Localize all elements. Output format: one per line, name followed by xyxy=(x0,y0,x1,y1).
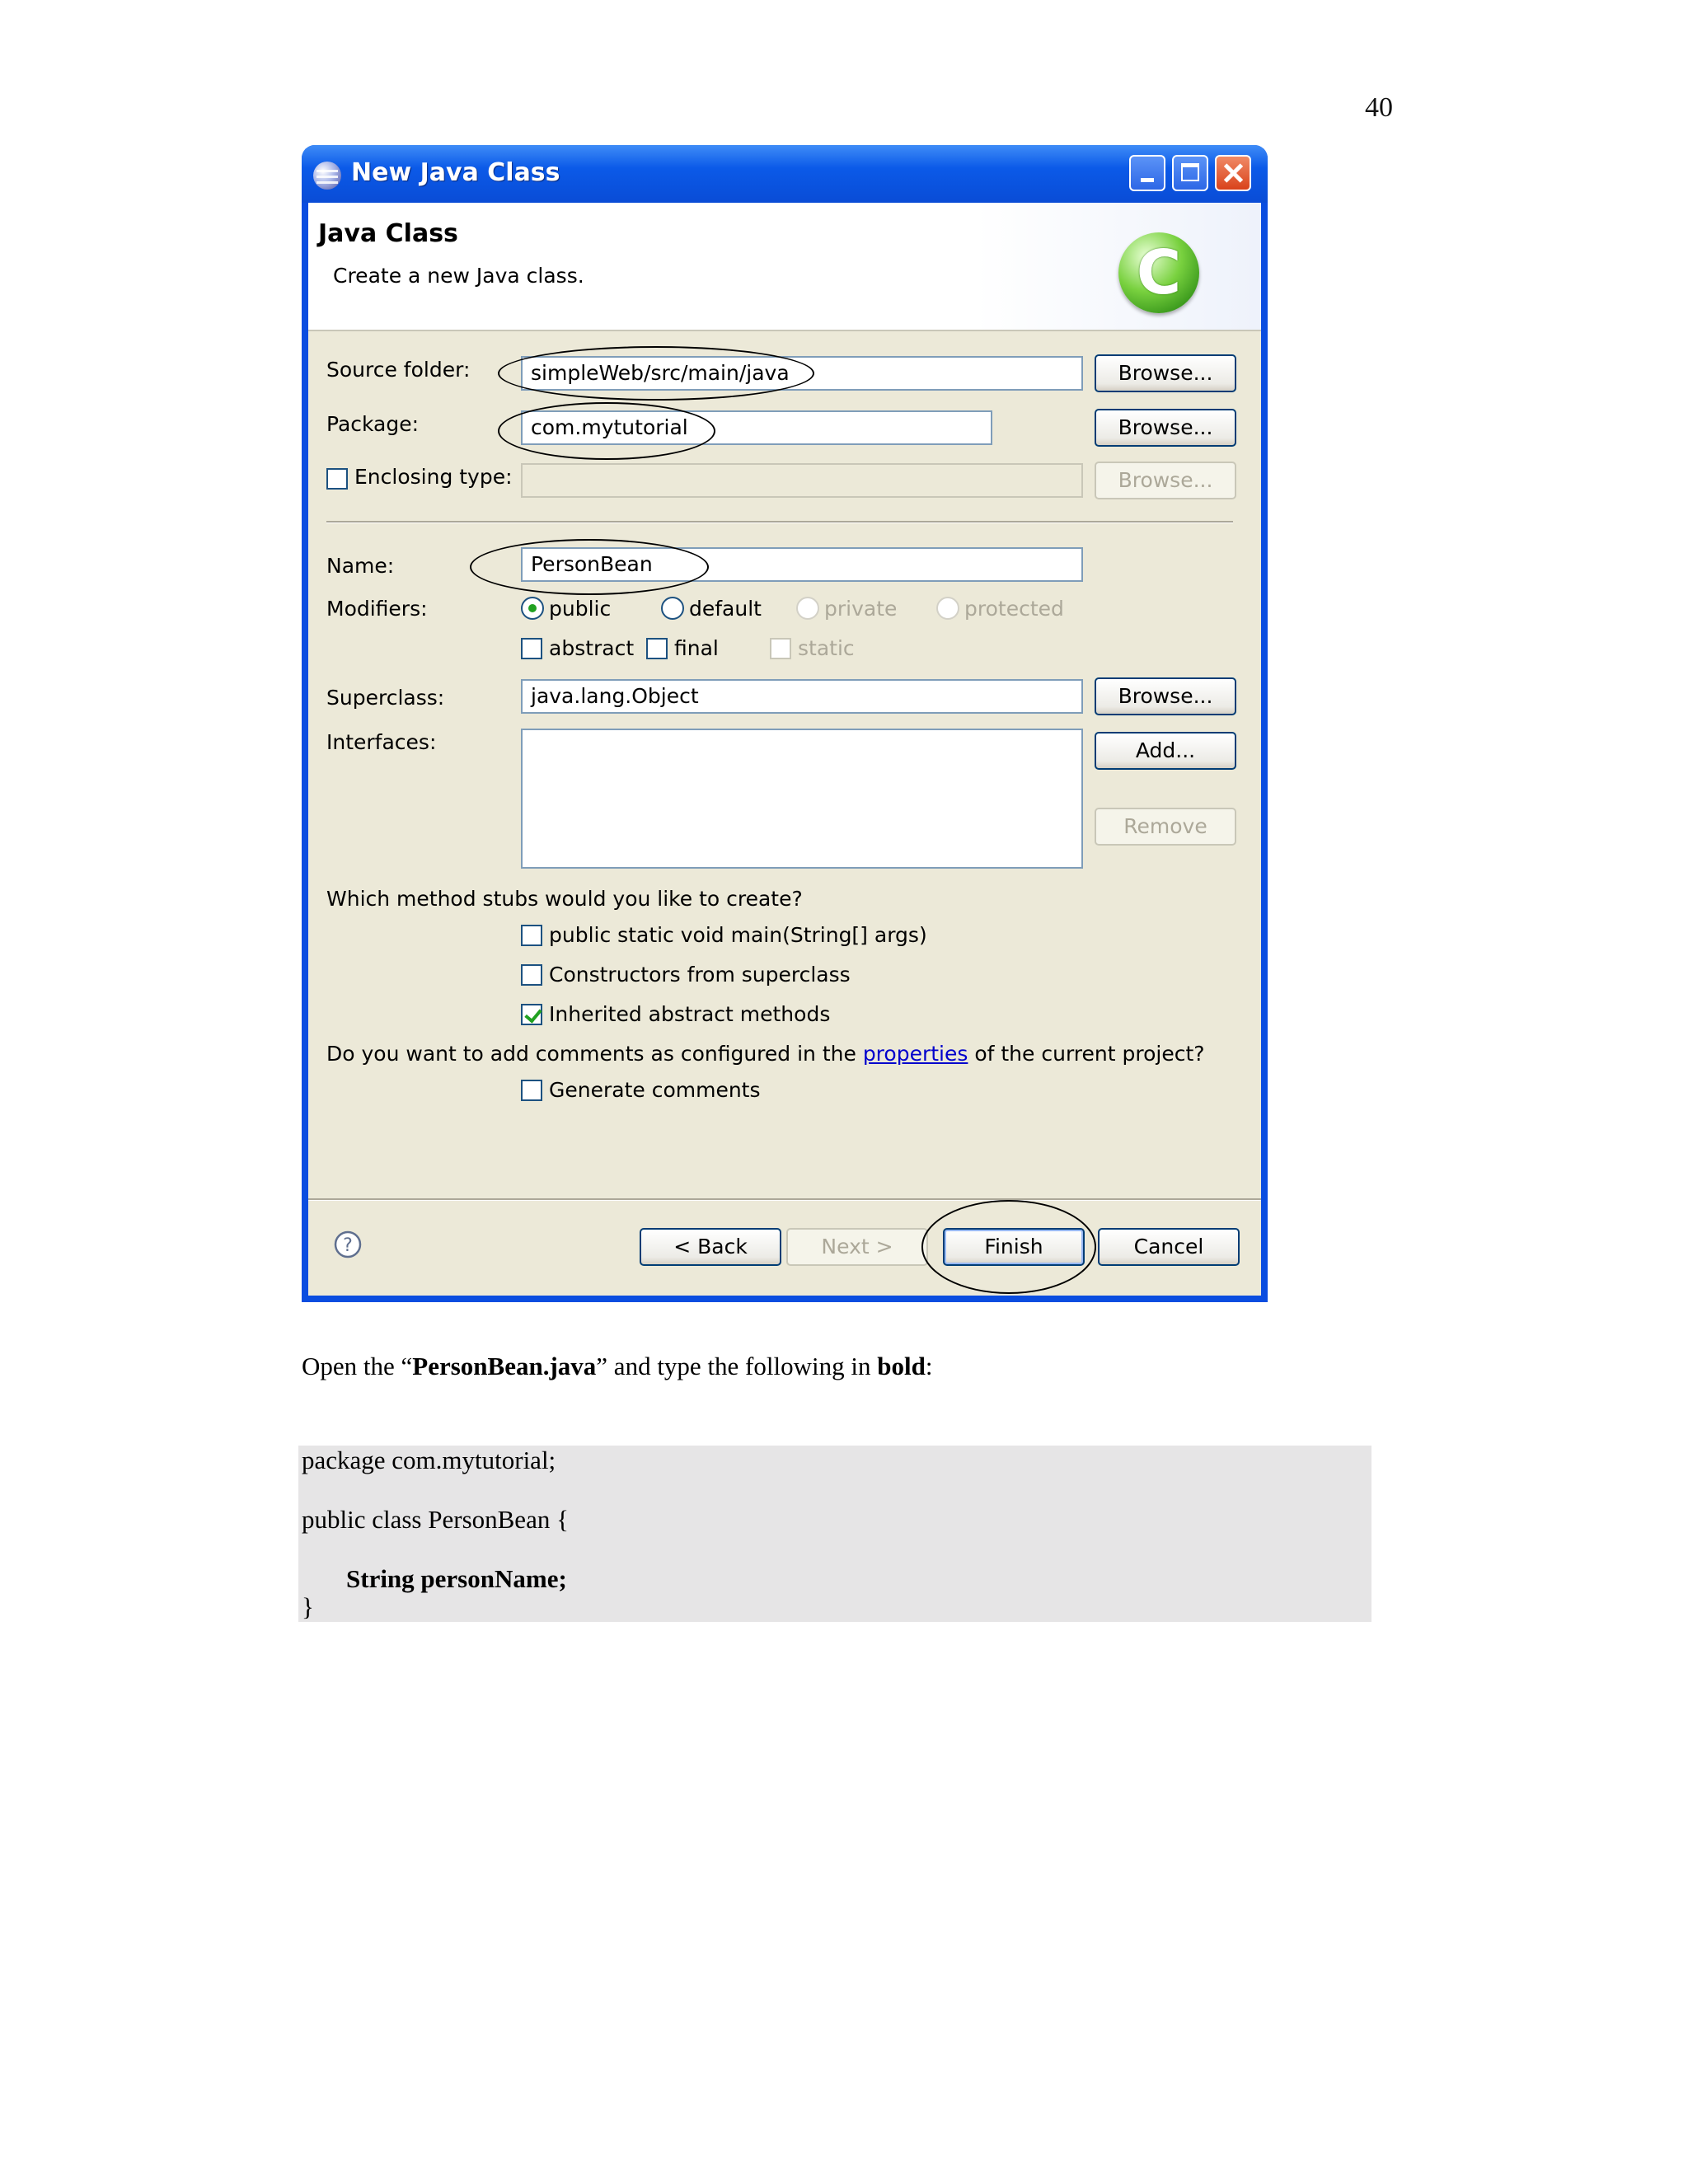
properties-link[interactable]: properties xyxy=(862,1042,968,1066)
finish-button[interactable]: Finish xyxy=(943,1228,1085,1266)
code-block xyxy=(298,1446,1372,1622)
generate-comments-checkbox[interactable] xyxy=(521,1080,542,1101)
enclosing-type-checkbox[interactable] xyxy=(326,468,348,490)
page-number: 40 xyxy=(1365,92,1393,123)
source-folder-input[interactable]: simpleWeb/src/main/java xyxy=(521,356,1083,391)
window-title: New Java Class xyxy=(351,158,560,187)
static-label: static xyxy=(798,636,855,660)
source-folder-browse-button[interactable]: Browse... xyxy=(1095,354,1236,392)
final-checkbox[interactable] xyxy=(646,638,668,659)
cancel-button[interactable]: Cancel xyxy=(1098,1228,1240,1266)
help-icon[interactable] xyxy=(333,1230,363,1259)
source-folder-label: Source folder: xyxy=(326,358,471,382)
comments-question-start: Do you want to add comments as configured in the xyxy=(326,1042,863,1066)
instruction-text xyxy=(302,1352,932,1381)
java-class-icon xyxy=(1118,232,1199,313)
interfaces-list[interactable] xyxy=(521,729,1083,869)
maximize-button[interactable] xyxy=(1172,155,1208,191)
main-method-checkbox[interactable] xyxy=(521,925,542,946)
code-line: public class PersonBean { xyxy=(302,1505,569,1534)
footer-separator xyxy=(308,1198,1261,1201)
protected-radio[interactable] xyxy=(936,597,959,620)
default-label: default xyxy=(689,597,762,621)
private-radio[interactable] xyxy=(796,597,819,620)
close-button[interactable] xyxy=(1215,155,1251,191)
name-input[interactable]: PersonBean xyxy=(521,547,1083,582)
section-separator xyxy=(326,521,1233,523)
code-line: } xyxy=(302,1592,314,1621)
interfaces-label: Interfaces: xyxy=(326,730,437,754)
new-java-class-dialog xyxy=(302,145,1268,1302)
remove-interface-button[interactable]: Remove xyxy=(1095,808,1236,846)
class-icon-letter: C xyxy=(1136,237,1182,308)
comments-question-end: of the current project? xyxy=(968,1042,1205,1066)
title-bar[interactable] xyxy=(302,145,1268,203)
inherited-methods-checkbox[interactable] xyxy=(521,1004,542,1025)
name-label: Name: xyxy=(326,554,395,578)
enclosing-type-label: Enclosing type: xyxy=(354,465,513,489)
svg-text:?: ? xyxy=(343,1235,353,1256)
method-stubs-question: Which method stubs would you like to create? xyxy=(326,887,803,911)
static-checkbox[interactable] xyxy=(770,638,791,659)
code-line: package com.mytutorial; xyxy=(302,1446,556,1474)
eclipse-icon xyxy=(313,162,341,190)
wizard-title: Java Class xyxy=(318,219,458,248)
constructors-checkbox[interactable] xyxy=(521,964,542,986)
protected-label: protected xyxy=(964,597,1064,621)
wizard-header xyxy=(308,203,1261,331)
comments-question xyxy=(326,1042,1205,1066)
next-button[interactable]: Next > xyxy=(786,1228,928,1266)
caption-bold-word: bold xyxy=(877,1352,926,1380)
abstract-checkbox[interactable] xyxy=(521,638,542,659)
add-interface-button[interactable]: Add... xyxy=(1095,732,1236,770)
code-line: String personName; xyxy=(346,1564,567,1593)
modifiers-label: Modifiers: xyxy=(326,597,428,621)
final-label: final xyxy=(674,636,719,660)
superclass-input[interactable]: java.lang.Object xyxy=(521,679,1083,714)
public-label: public xyxy=(549,597,612,621)
inherited-methods-label: Inherited abstract methods xyxy=(549,1002,831,1026)
superclass-browse-button[interactable]: Browse... xyxy=(1095,677,1236,715)
wizard-description: Create a new Java class. xyxy=(333,264,584,288)
caption-start: Open the “ xyxy=(302,1352,413,1380)
package-input[interactable]: com.mytutorial xyxy=(521,410,992,445)
back-button[interactable]: < Back xyxy=(640,1228,781,1266)
enclosing-type-input[interactable] xyxy=(521,463,1083,498)
package-browse-button[interactable]: Browse... xyxy=(1095,409,1236,447)
constructors-label: Constructors from superclass xyxy=(549,963,851,987)
main-method-label: public static void main(String[] args) xyxy=(549,923,927,947)
caption-file-name: PersonBean.java xyxy=(412,1352,597,1380)
private-label: private xyxy=(824,597,898,621)
minimize-button[interactable] xyxy=(1129,155,1165,191)
caption-middle: ” and type the following in xyxy=(596,1352,878,1380)
dialog-body xyxy=(308,203,1261,1296)
default-radio[interactable] xyxy=(661,597,684,620)
caption-end: : xyxy=(925,1352,933,1380)
enclosing-type-browse-button[interactable]: Browse... xyxy=(1095,462,1236,499)
abstract-label: abstract xyxy=(549,636,635,660)
public-radio[interactable] xyxy=(521,597,544,620)
package-label: Package: xyxy=(326,412,420,436)
generate-comments-label: Generate comments xyxy=(549,1078,761,1102)
superclass-label: Superclass: xyxy=(326,686,445,710)
